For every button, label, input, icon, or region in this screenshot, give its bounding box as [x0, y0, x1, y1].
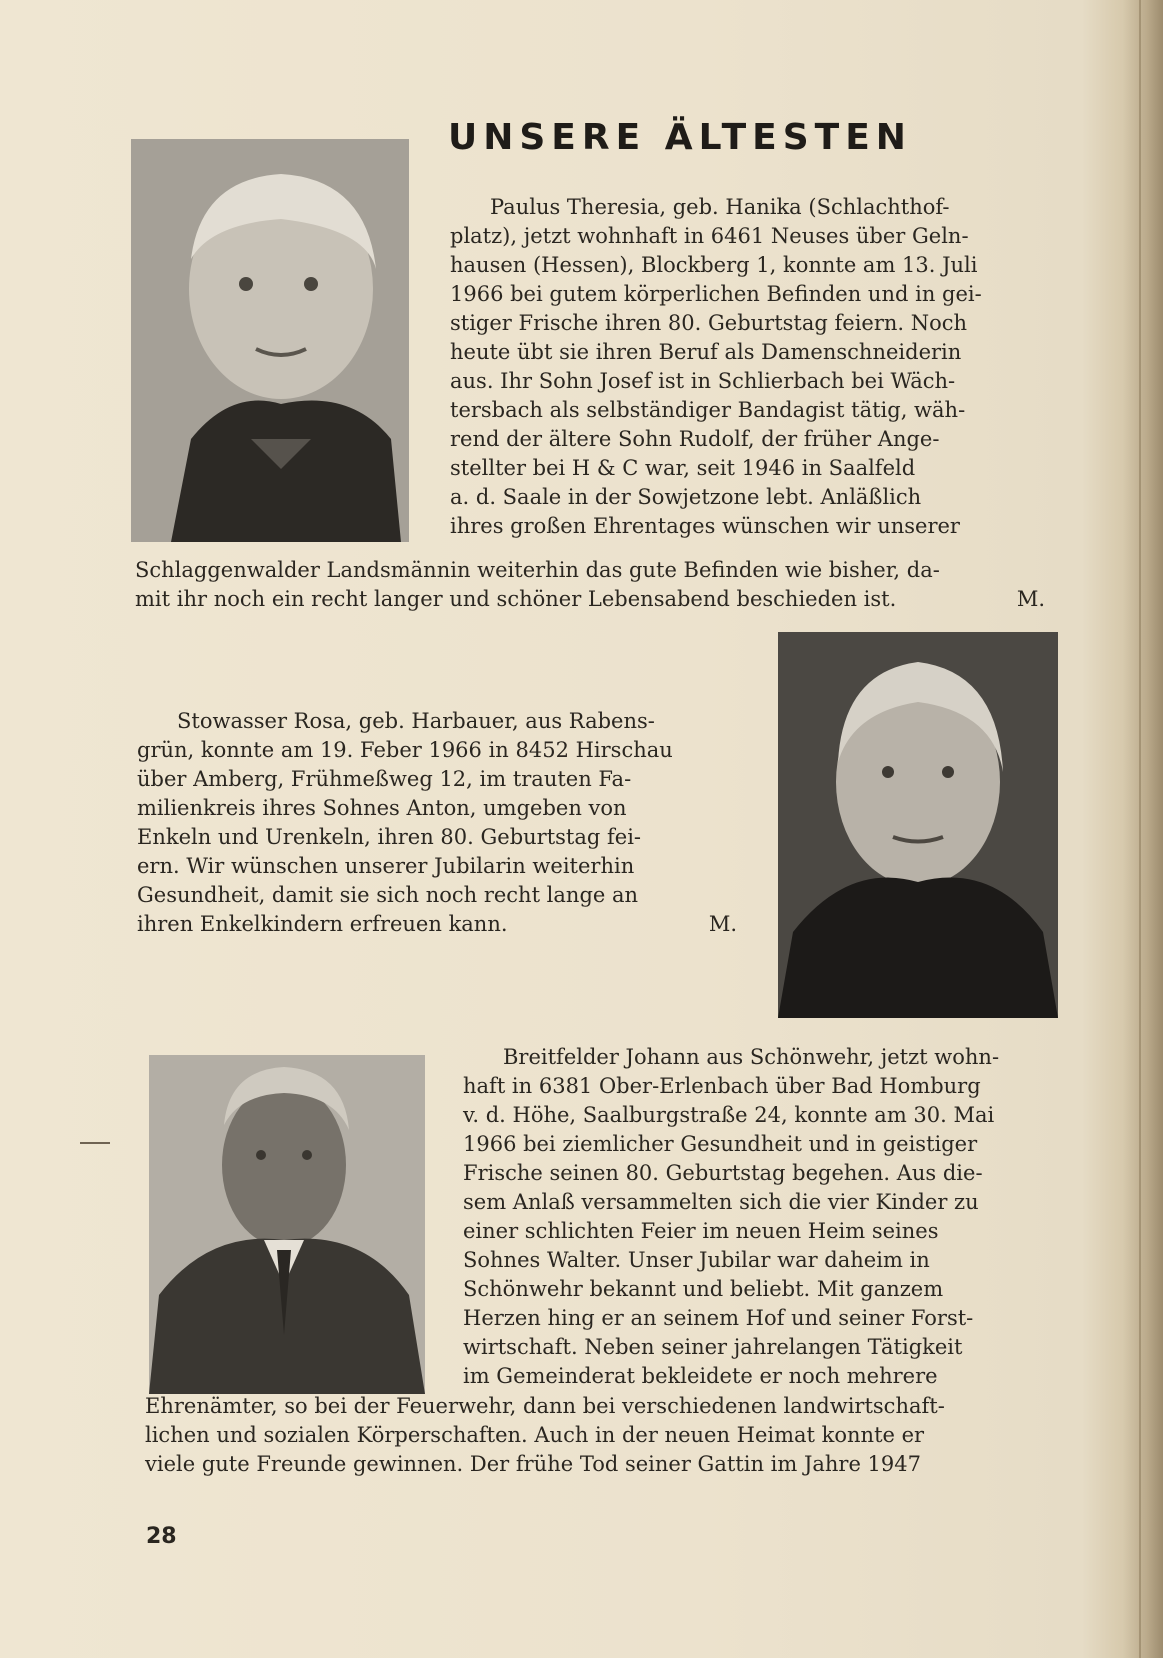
- gutter-line: [1139, 0, 1141, 1658]
- article-paulus-theresia-continued: [135, 556, 1045, 614]
- text-line: heute übt sie ihren Beruf als Damenschneiderin: [450, 340, 962, 364]
- text-line: über Amberg, Frühmeßweg 12, im trauten Fa-: [137, 767, 632, 791]
- text-line: a. d. Saale in der Sowjetzone lebt. Anläßlich: [450, 485, 922, 509]
- text-line: stellter bei H & C war, seit 1946 in Saalfeld: [450, 456, 916, 480]
- text-line: sem Anlaß versammelten sich die vier Kinder zu: [463, 1190, 979, 1214]
- text-line: haft in 6381 Ober-Erlenbach über Bad Homburg: [463, 1074, 981, 1098]
- portrait-photo-breitfelder-johann: [149, 1055, 425, 1394]
- article-paulus-theresia-top: [450, 193, 1045, 541]
- text-line: Schönwehr bekannt und beliebt. Mit ganzem: [463, 1277, 944, 1301]
- text-line: tersbach als selbständiger Bandagist tätig, wäh-: [450, 398, 966, 422]
- text-line: Ehrenämter, so bei der Feuerwehr, dann bei verschiedenen landwirtschaft-: [145, 1394, 945, 1418]
- text-line: ihren Enkelkindern erfreuen kann.: [137, 912, 508, 936]
- text-line: viele gute Freunde gewinnen. Der frühe Tod seiner Gattin im Jahre 1947: [145, 1452, 921, 1476]
- author-signature: M.: [1016, 587, 1045, 611]
- text-line: Schlaggenwalder Landsmännin weiterhin das gute Befinden wie bisher, da-: [135, 558, 940, 582]
- article-breitfelder-johann-top: [463, 1043, 1063, 1391]
- portrait-photo-paulus-theresia: [131, 139, 409, 542]
- article-breitfelder-johann-continued: [145, 1392, 1065, 1479]
- margin-mark: [80, 1142, 110, 1144]
- portrait-photo-stowasser-rosa: [778, 632, 1058, 1018]
- article-stowasser-rosa: [137, 707, 737, 939]
- text-line: ihres großen Ehrentages wünschen wir unserer: [450, 514, 960, 538]
- text-line: Paulus Theresia, geb. Hanika (Schlachthof-: [490, 195, 950, 219]
- text-line: platz), jetzt wohnhaft in 6461 Neuses über Geln-: [450, 224, 969, 248]
- text-line: Breitfelder Johann aus Schönwehr, jetzt wohn-: [503, 1045, 1000, 1069]
- text-line: mit ihr noch ein recht langer und schöner Lebensabend beschieden ist.: [135, 587, 897, 611]
- text-line: grün, konnte am 19. Feber 1966 in 8452 Hirschau: [137, 738, 673, 762]
- book-spine-shadow: [1123, 0, 1163, 1658]
- text-line: milienkreis ihres Sohnes Anton, umgeben von: [137, 796, 627, 820]
- text-line-with-signature: [135, 585, 1045, 614]
- text-line: v. d. Höhe, Saalburgstraße 24, konnte am 30. Mai: [463, 1103, 995, 1127]
- text-line: im Gemeinderat bekleidete er noch mehrere: [463, 1364, 938, 1388]
- text-line: Herzen hing er an seinem Hof und seiner Forst-: [463, 1306, 974, 1330]
- text-line: Frische seinen 80. Geburtstag begehen. Aus die-: [463, 1161, 983, 1185]
- page-title: UNSERE ÄLTESTEN: [448, 117, 912, 158]
- text-line: lichen und sozialen Körperschaften. Auch in der neuen Heimat konnte er: [145, 1423, 925, 1447]
- author-signature: M.: [708, 912, 737, 936]
- text-line: hausen (Hessen), Blockberg 1, konnte am 13. Juli: [450, 253, 978, 277]
- text-line: aus. Ihr Sohn Josef ist in Schlierbach bei Wäch-: [450, 369, 956, 393]
- text-line: wirtschaft. Neben seiner jahrelangen Tätigkeit: [463, 1335, 963, 1359]
- text-line: Enkeln und Urenkeln, ihren 80. Geburtstag fei-: [137, 825, 642, 849]
- text-line: Sohnes Walter. Unser Jubilar war daheim in: [463, 1248, 930, 1272]
- text-line-with-signature: [137, 910, 737, 939]
- text-line: 1966 bei gutem körperlichen Befinden und in gei-: [450, 282, 982, 306]
- text-line: rend der ältere Sohn Rudolf, der früher Ange-: [450, 427, 940, 451]
- text-line: stiger Frische ihren 80. Geburtstag feiern. Noch: [450, 311, 968, 335]
- text-line: ern. Wir wünschen unserer Jubilarin weiterhin: [137, 854, 635, 878]
- text-line: Gesundheit, damit sie sich noch recht lange an: [137, 883, 639, 907]
- text-line: einer schlichten Feier im neuen Heim seines: [463, 1219, 939, 1243]
- page-number: 28: [146, 1524, 177, 1549]
- text-line: Stowasser Rosa, geb. Harbauer, aus Rabens-: [177, 709, 655, 733]
- text-line: 1966 bei ziemlicher Gesundheit und in geistiger: [463, 1132, 978, 1156]
